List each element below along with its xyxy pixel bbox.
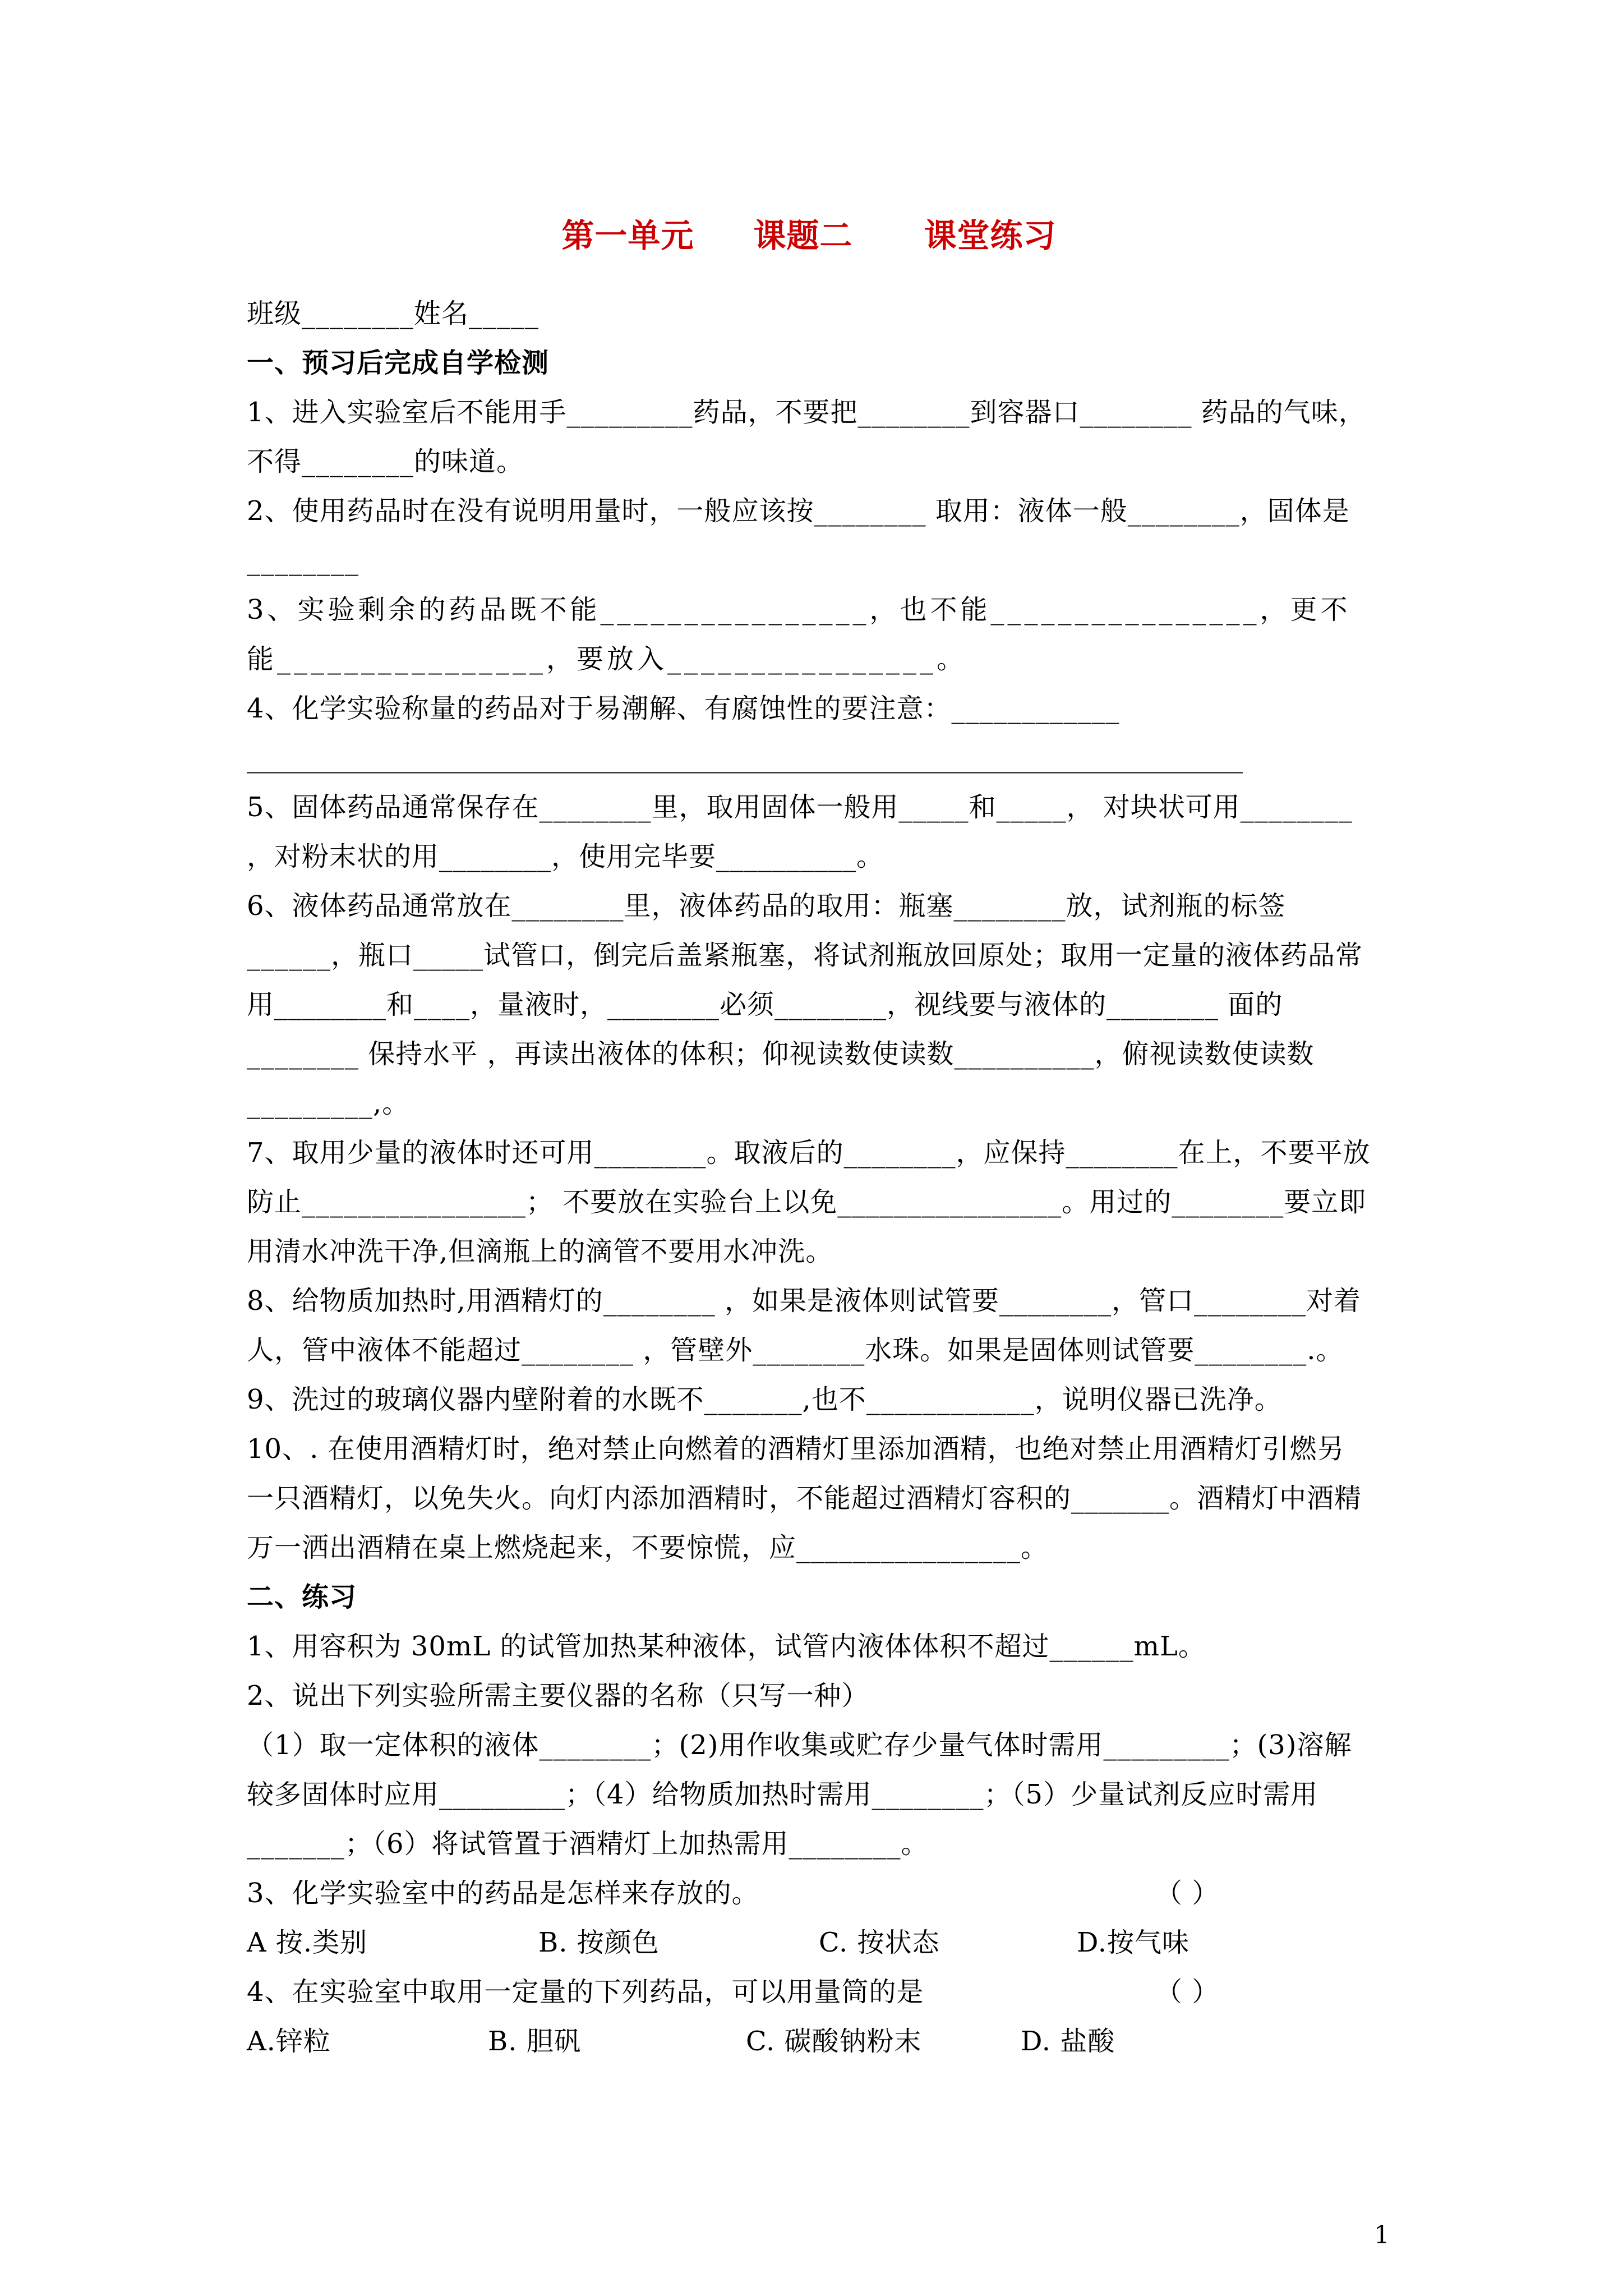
question-4-option-a: A.锌粒 [247,2026,331,2057]
question-3-option-d: D.按气味 [1077,1927,1190,1958]
page-number: 1 [1374,2221,1390,2249]
section2-question-3 [247,1869,1371,1918]
section2-question-4 [247,1967,1371,2017]
body-flow [247,289,1371,2066]
section2-heading: 二、练习 [247,1581,357,1613]
section1-item-1: 1、进入实验室后不能用手_________药品，不要把________到容器口________ 药品的气味，不得________的味道。 [247,397,1366,477]
section1-item-2: 2、使用药品时在没有说明用量时，一般应该按________ 取用：液体一般________，固体是________ [247,495,1350,576]
question-4-option-b: B. 胆矾 [488,2026,582,2057]
section2-question-2: 2、说出下列实验所需主要仪器的名称（只写一种） [247,1680,869,1711]
section1-item-3: 3、实验剩余的药品既不能________________，也不能________________，更不能________________，要放入________________。 [247,594,1351,675]
question-3-option-c: C. 按状态 [819,1927,940,1958]
question-3-text: 3、化学实验室中的药品是怎样来存放的。 [247,1878,759,1909]
question-4-option-c: C. 碳酸钠粉末 [746,2026,922,2057]
section1-item-5: 5、固体药品通常保存在________里，取用固体一般用_____和_____， 对块状可用________ ，对粉末状的用________，使用完毕要__________。 [247,792,1353,872]
question-4-options [247,2017,1371,2066]
question-3-answer-bracket: （ ） [1155,1878,1220,1909]
section2-question-2-detail: （1）取一定体积的液体________；(2)用作收集或贮存少量气体时需用_________；(3)溶解较多固体时应用_________；（4）给物质加热时需用________；（5）少量试剂反应时需用_______；（6）将试管置于酒精灯上加热需用________。 [247,1729,1352,1860]
section1-item-4-continuation: __________________________________________________________________________ [247,742,1243,774]
section1-item-8: 8、给物质加热时,用酒精灯的________ ，如果是液体则试管要________，管口________对着人，管中液体不能超过________ ，管壁外________水珠。如果是固体则试管要________.。 [247,1285,1362,1366]
question-3-option-a: A 按.类别 [247,1927,368,1958]
section1-heading: 一、预习后完成自学检测 [247,347,550,379]
question-4-text: 4、在实验室中取用一定量的下列药品，可以用量筒的是 [247,1976,924,2008]
question-3-options [247,1918,1371,1967]
question-4-option-d: D. 盐酸 [1021,2026,1115,2057]
question-3-option-b: B. 按颜色 [538,1927,660,1958]
section1-item-7: 7、取用少量的液体时还可用________。取液后的________，应保持________在上，不要平放防止________________； 不要放在实验台上以免________________。用过的________要立即用清水冲洗干净,但滴瓶上的滴管不要用水冲洗。 [247,1137,1371,1267]
class-name-line: 班级________姓名_____ [247,298,540,329]
section1-item-9: 9、洗过的玻璃仪器内壁附着的水既不_______,也不____________，说明仪器已洗净。 [247,1384,1282,1415]
page-title: 第一单元 课题二 课堂练习 [561,217,1057,255]
question-4-answer-bracket: （ ） [1155,1976,1220,2008]
section1-item-10: 10、. 在使用酒精灯时，绝对禁止向燃着的酒精灯里添加酒精，也绝对禁止用酒精灯引燃另一只酒精灯，以免失火。向灯内添加酒精时，不能超过酒精灯容积的_______。酒精灯中酒精万一洒出酒精在桌上燃烧起来，不要惊慌，应________________。 [247,1433,1362,1563]
section2-question-1: 1、用容积为 30mL 的试管加热某种液体，试管内液体体积不超过______mL。 [247,1631,1206,1662]
section1-item-6: 6、液体药品通常放在________里，液体药品的取用：瓶塞________放，试剂瓶的标签______，瓶口_____试管口，倒完后盖紧瓶塞，将试剂瓶放回原处；取用一定量的液体药品常用________和____，量液时，________必须________，视线要与液体的________ 面的________ 保持水平 ，再读出液体的体积；仰视读数使读数__________，俯视读数使读数_________,。 [247,890,1363,1119]
section1-item-4: 4、化学实验称量的药品对于易潮解、有腐蚀性的要注意：____________ [247,693,1120,724]
